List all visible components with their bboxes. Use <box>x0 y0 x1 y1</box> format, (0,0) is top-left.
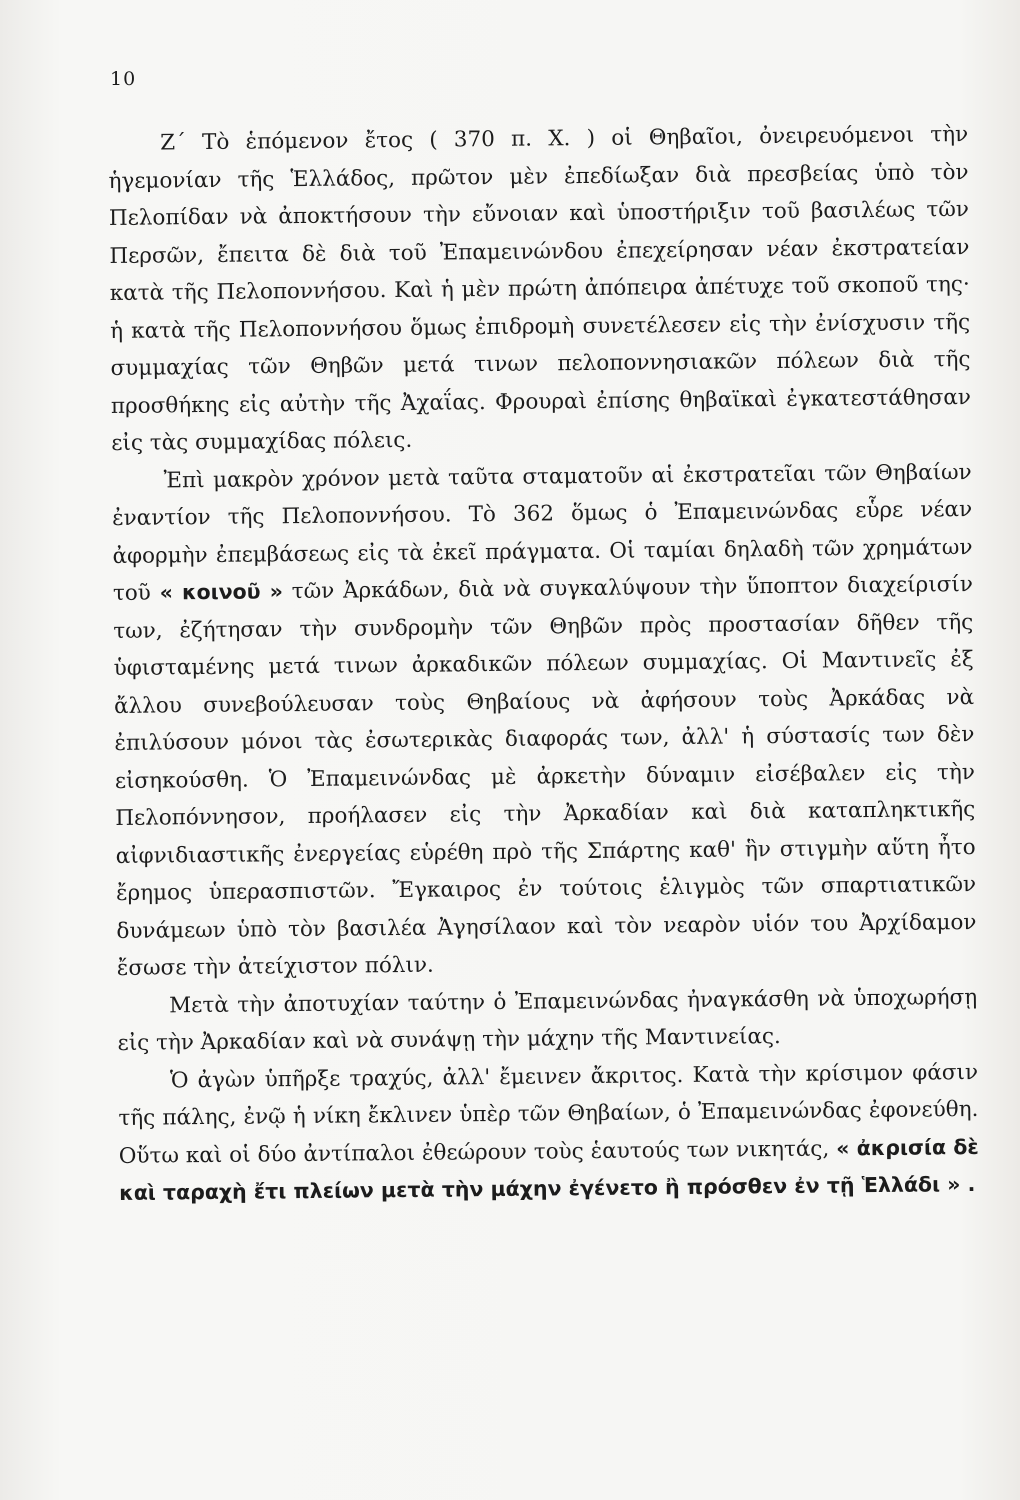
paragraph-2 <box>112 453 977 987</box>
closing-quote: « ἀκρισία δὲ καὶ ταραχὴ ἔτι πλείων μετὰ τὴν μάχην ἐγένετο ἢ πρόσθεν ἐν τῇ Ἑλλάδι » . <box>119 1134 979 1205</box>
paragraph-2-text-after: τῶν Ἀρκάδων, διὰ νὰ συγκαλύψουν τὴν ὕποπτον διαχείρισίν των, ἐζήτησαν τὴν συνδρομὴν τῶν Θηβῶν πρὸς προστασίαν δῆθεν τῆς ὑφισταμένης μετά τινων ἀρκαδικῶν πόλεων συμμαχίας. Οἱ Μαντινεῖς ἐξ ἄλλου συνεβούλευσαν τοὺς Θηβαίους νὰ ἀφήσουν τοὺς Ἀρκάδας νὰ ἐπιλύσουν μόνοι τὰς ἐσωτερικὰς διαφοράς των, ἀλλ' ἡ σύστασίς των δὲν εἰσηκούσθη. Ὁ Ἐπαμεινώνδας μὲ ἀρκετὴν δύναμιν εἰσέβαλεν εἰς τὴν Πελοπόννησον, προήλασεν εἰς τὴν Ἀρκαδίαν καὶ διὰ καταπληκτικῆς αἰφνιδιαστικῆς ἐνεργείας εὑρέθη πρὸ τῆς Σπάρτης καθ' ἣν στιγμὴν αὕτη ἦτο ἔρημος ὑπερασπιστῶν. Ἔγκαιρος ἐν τούτοις ἑλιγμὸς τῶν σπαρτιατικῶν δυνάμεων ὑπὸ τὸν βασιλέα Ἀγησίλαον καὶ τὸν νεαρὸν υἱόν του Ἀρχίδαμον ἔσωσε τὴν ἀτείχιστον πόλιν. <box>113 571 977 981</box>
koinou-emphasis: « κοινοῦ » <box>159 579 284 605</box>
paragraph-2-text-before: Ἐπὶ μακρὸν χρόνον μετὰ ταῦτα σταματοῦν αἱ ἐκστρατεῖαι τῶν Θηβαίων ἐναντίον τῆς Πελοποννήσου. Τὸ 362 ὅμως ὁ Ἐπαμεινώνδας εὗρε νέαν ἀφορμὴν ἐπεμβάσεως εἰς τὰ ἐκεῖ πράγματα. Οἱ ταμίαι δηλαδὴ τῶν χρημάτων τοῦ <box>111 459 973 606</box>
paragraph-1 <box>108 116 971 462</box>
paragraph-1-text: Τὸ ἑπόμενον ἔτος ( 370 π. Χ. ) οἱ Θηβαῖοι, ὀνειρευόμενοι τὴν ἡγεμονίαν τῆς Ἑλλάδος, πρῶτον μὲν ἐπεδίωξαν διὰ πρεσβείας ὑπὸ τὸν Πελοπίδαν νὰ ἀποκτήσουν τὴν εὔνοιαν καὶ ὑποστήριξιν τοῦ βασιλέως τῶν Περσῶν, ἔπειτα δὲ διὰ τοῦ Ἐπαμεινώνδου ἐπεχείρησαν νέαν ἐκστρατείαν κατὰ τῆς Πελοποννήσου. Καὶ ἡ μὲν πρώτη ἀπόπειρα ἀπέτυχε τοῦ σκοποῦ της· ἡ κατὰ τῆς Πελοποννήσου ὅμως ἐπιδρομὴ συνετέλεσεν εἰς τὴν ἐνίσχυσιν τῆς συμμαχίας τῶν Θηβῶν μετά τινων πελοποννησιακῶν πόλεων διὰ τῆς προσθήκης εἰς αὐτὴν τῆς Ἀχαΐας. Φρουραὶ ἐπίσης θηβαϊκαὶ ἐγκατεστάθησαν εἰς τὰς συμμαχίδας πόλεις. <box>108 121 972 456</box>
paragraph-4 <box>118 1053 980 1212</box>
page-number: 10 <box>110 68 137 90</box>
paragraph-3 <box>117 978 978 1062</box>
paragraph-4-text-before: Ὁ ἀγὼν ὑπῆρξε τραχύς, ἀλλ' ἔμεινεν ἄκριτος. Κατὰ τὴν κρίσιμον φάσιν τῆς πάλης, ἐνῷ ἡ νίκη ἔκλινεν ὑπὲρ τῶν Θηβαίων, ὁ Ἐπαμεινώνδας ἐφονεύθη. Οὕτω καὶ οἱ δύο ἀντίπαλοι ἐθεώρουν τοὺς ἑαυτούς των νικητάς, <box>118 1059 979 1169</box>
section-marker: Ζ΄ <box>160 130 187 156</box>
body-text <box>108 116 979 1212</box>
paragraph-3-text: Μετὰ τὴν ἀποτυχίαν ταύτην ὁ Ἐπαμεινώνδας ἠναγκάσθη νὰ ὑποχωρήσῃ εἰς τὴν Ἀρκαδίαν καὶ νὰ συνάψῃ τὴν μάχην τῆς Μαντινείας. <box>117 984 978 1056</box>
